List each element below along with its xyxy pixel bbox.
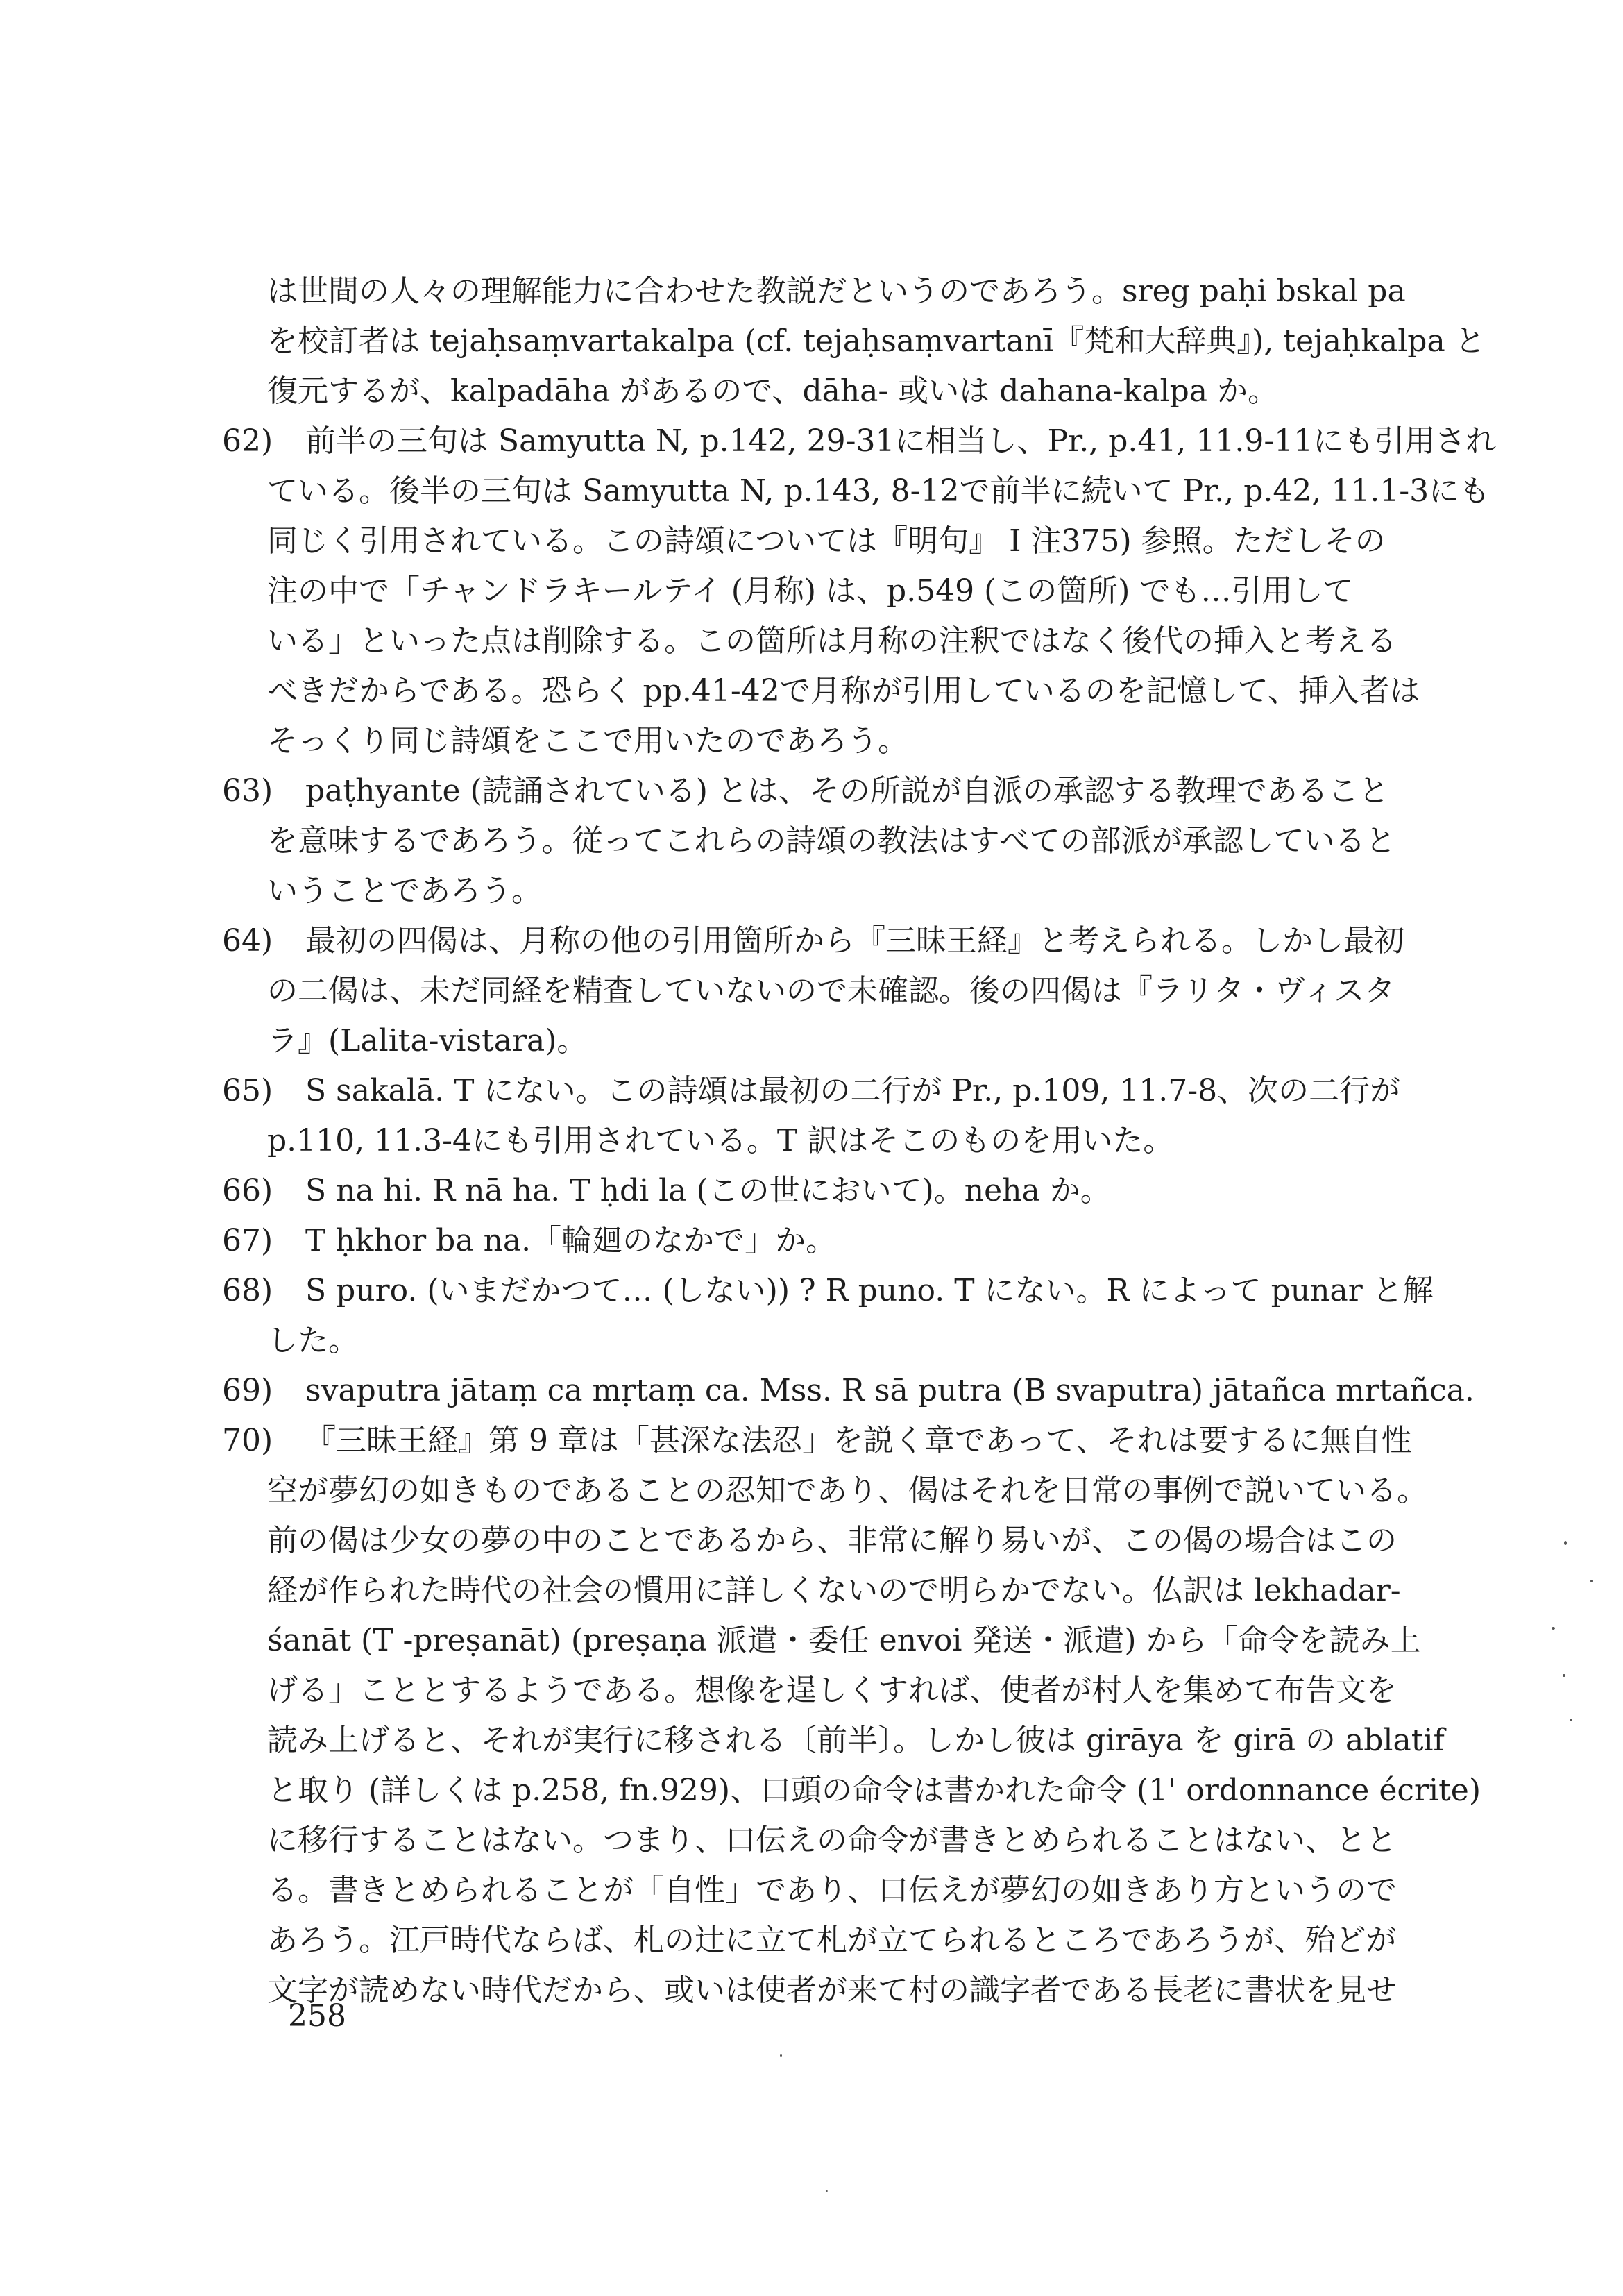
- footnote-line: [267, 1866, 1429, 1916]
- footnote-text: paṭhyante (読誦されている) とは、その所説が自派の承認する教理であること: [305, 773, 1389, 809]
- footnote-number: 64): [222, 923, 273, 959]
- footnote-text: 最初の四偈は、月称の他の引用箇所から『三昧王経』と考えられる。しかし最初: [305, 923, 1404, 959]
- footnote-text: る。書きとめられることが「自性」であり、口伝えが夢幻の如きあり方というので: [267, 1873, 1397, 1908]
- footnote-first-line: [222, 1066, 1429, 1116]
- footnote-text: は世間の人々の理解能力に合わせた教説だというのであろう。sreg paḥi bskal pa: [267, 273, 1406, 309]
- footnote-first-line: [222, 1216, 1429, 1266]
- footnote-number: 63): [222, 773, 273, 809]
- page-number: 258: [288, 1998, 346, 2034]
- footnote-number: 66): [222, 1173, 273, 1208]
- footnote-line: [267, 566, 1429, 616]
- footnote-text: 前の偈は少女の夢の中のことであるから、非常に解り易いが、この偈の場合はこの: [267, 1523, 1397, 1558]
- footnote-line: [267, 1316, 1429, 1366]
- footnote-first-line: [222, 1366, 1475, 1416]
- footnote-text: T ḥkhor ba na.「輪廻のなかで」か。: [305, 1223, 837, 1258]
- footnote-first-line: [222, 416, 1497, 466]
- footnote-text: べきだからである。恐らく pp.41-42で月称が引用しているのを記憶して、挿入者は: [267, 673, 1420, 709]
- footnote-line: [267, 1566, 1429, 1616]
- footnote-first-line: [222, 916, 1429, 966]
- footnote-number: 62): [222, 423, 273, 459]
- footnote-text: げる」こととするようである。想像を逞しくすれば、使者が村人を集めて布告文を: [267, 1673, 1397, 1708]
- footnote-line: [267, 1516, 1429, 1566]
- footnote-text: した。: [267, 1323, 359, 1358]
- scan-speck: [1564, 1541, 1567, 1545]
- footnote-text: を校訂者は tejaḥsaṃvartakalpa (cf. tejaḥsaṃvartanī『梵和大辞典』), tejaḥkalpa と: [267, 323, 1486, 359]
- footnote-line: [267, 366, 1429, 416]
- scan-speck: [780, 2054, 782, 2057]
- footnote-line: [267, 1816, 1429, 1866]
- footnote-text: 復元するが、kalpadāha があるので、dāha- 或いは dahana-kalpa か。: [267, 373, 1279, 409]
- footnote-line: [267, 1616, 1429, 1666]
- footnote-line: [267, 666, 1429, 716]
- footnote-line: [267, 1666, 1429, 1716]
- footnote-first-line: [222, 766, 1429, 816]
- footnote-line: [267, 267, 1429, 316]
- footnote-line: [267, 1716, 1445, 1766]
- footnote-text: いうことであろう。: [267, 873, 542, 909]
- footnote-text: 前半の三句は Samyutta N, p.142, 29-31に相当し、Pr., p.41, 11.9-11にも引用され: [305, 423, 1497, 459]
- footnote-text: いる」といった点は削除する。この箇所は月称の注釈ではなく後代の挿入と考える: [267, 623, 1397, 659]
- footnote-number: 67): [222, 1223, 273, 1258]
- footnote-text: あろう。江戸時代ならば、札の辻に立て札が立てられるところであろうが、殆どが: [267, 1923, 1397, 1958]
- footnote-first-line: [222, 1266, 1434, 1316]
- footnote-line: [267, 816, 1429, 866]
- footnote-line: [267, 1466, 1429, 1516]
- footnote-text: 注の中で「チャンドラキールテイ (月称) は、p.549 (この箇所) でも…引用して: [267, 573, 1354, 609]
- footnote-line: [267, 616, 1429, 666]
- footnote-text: を意味するであろう。従ってこれらの詩頌の教法はすべての部派が承認していると: [267, 823, 1396, 859]
- footnote-line: [267, 316, 1486, 366]
- footnote-text: に移行することはない。つまり、口伝えの命令が書きとめられることはない、とと: [267, 1823, 1397, 1858]
- footnote-first-line: [222, 1416, 1429, 1466]
- footnote-text: 読み上げると、それが実行に移される〔前半〕。しかし彼は girāya を girā の ablatif: [267, 1723, 1445, 1758]
- footnote-text: p.110, 11.3-4にも引用されている。T 訳はそこのものを用いた。: [267, 1123, 1174, 1158]
- footnote-line: [267, 1766, 1481, 1816]
- footnote-line: [267, 866, 1429, 916]
- footnote-line: [267, 966, 1429, 1016]
- footnote-first-line: [222, 1166, 1429, 1216]
- scan-speck: [1570, 1719, 1572, 1721]
- footnote-text: そっくり同じ詩頌をここで用いたのであろう。: [267, 723, 908, 759]
- footnote-text: S puro. (いまだかつて… (しない)) ? R puno. T にない。R によって punar と解: [305, 1273, 1434, 1308]
- footnote-line: [267, 516, 1429, 566]
- footnote-text: 文字が読めない時代だから、或いは使者が来て村の識字者である長老に書状を見せ: [267, 1973, 1397, 2008]
- scan-speck: [1563, 1674, 1565, 1677]
- scan-speck: [1552, 1627, 1555, 1630]
- footnote-text: śanāt (T -preṣanāt) (preṣaṇa 派遣・委任 envoi 発送・派遣) から「命令を読み上: [267, 1623, 1421, 1658]
- footnote-line: [267, 466, 1490, 516]
- footnote-line: [267, 1116, 1429, 1166]
- footnote-text: の二偈は、未だ同経を精査していないので未確認。後の四偈は『ラリタ・ヴィスタ: [267, 973, 1395, 1008]
- footnote-text: と取り (詳しくは p.258, fn.929)、口頭の命令は書かれた命令 (1' ordonnance écrite): [267, 1773, 1481, 1808]
- scan-speck: [1590, 1580, 1593, 1582]
- footnote-text: S sakalā. T にない。この詩頌は最初の二行が Pr., p.109, 11.7-8、次の二行が: [305, 1073, 1401, 1108]
- scan-speck: [826, 2190, 828, 2192]
- footnote-text: 『三昧王経』第 9 章は「甚深な法忍」を説く章であって、それは要するに無自性: [305, 1423, 1412, 1458]
- footnote-text: S na hi. R nā ha. T ḥdi la (この世において)。neha か。: [305, 1173, 1111, 1208]
- footnote-line: [267, 1016, 1429, 1066]
- footnote-text: svaputra jātaṃ ca mṛtaṃ ca. Mss. R sā putra (B svaputra) jātañca mrtañca.: [305, 1373, 1475, 1408]
- footnote-number: 65): [222, 1073, 273, 1108]
- footnote-line: [267, 1916, 1429, 1966]
- footnote-text: ている。後半の三句は Samyutta N, p.143, 8-12で前半に続いて Pr., p.42, 11.1-3にも: [267, 473, 1490, 509]
- footnote-number: 68): [222, 1273, 273, 1308]
- footnote-text: 経が作られた時代の社会の慣用に詳しくないので明らかでない。仏訳は lekhadar-: [267, 1573, 1401, 1608]
- footnote-line: [267, 1966, 1429, 2016]
- footnotes-block: [222, 267, 1497, 2016]
- footnote-number: 70): [222, 1423, 273, 1458]
- footnote-line: [267, 716, 1429, 766]
- footnote-text: 同じく引用されている。この詩頌については『明句』 I 注375) 参照。ただしその: [267, 523, 1386, 559]
- footnote-text: ラ』(Lalita-vistara)。: [267, 1023, 588, 1058]
- footnote-number: 69): [222, 1373, 273, 1408]
- footnote-text: 空が夢幻の如きものであることの忍知であり、偈はそれを日常の事例で説いている。: [267, 1473, 1427, 1508]
